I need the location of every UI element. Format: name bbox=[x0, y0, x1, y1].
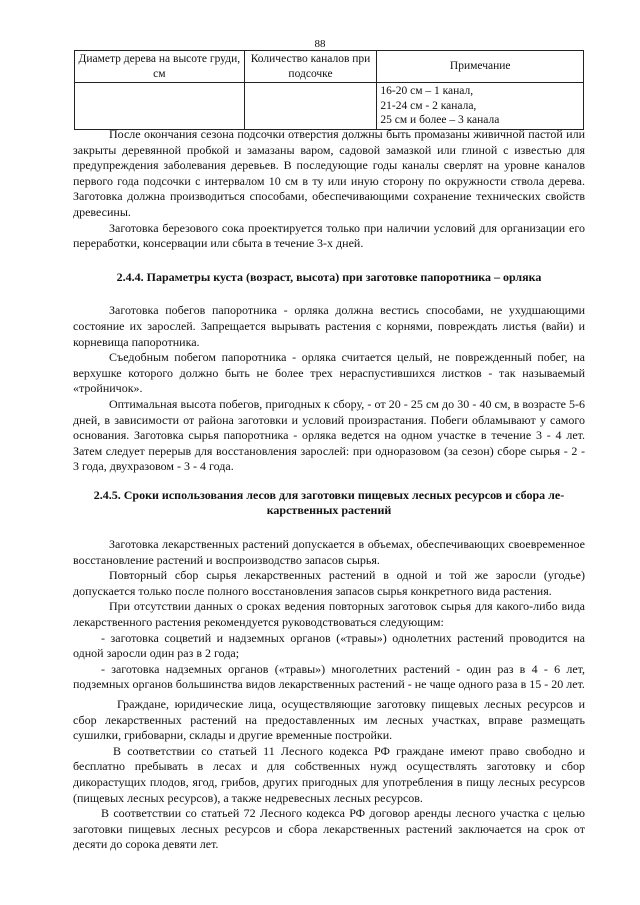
note-line: 16-20 см – 1 канал, bbox=[380, 85, 474, 97]
document-body bbox=[73, 127, 585, 853]
paragraph: При отсутствии данных о сроках ведения повторных заготовок сырья для какого-либо вида лекарственного растения рекомендуется руководствоваться следующим: bbox=[73, 599, 585, 630]
table-cell-note bbox=[377, 83, 584, 130]
table-header-row bbox=[75, 51, 584, 83]
table-header-note: Примечание bbox=[377, 51, 584, 83]
heading-line: 2.4.5. Сроки использования лесов для заготовки пищевых лесных ресурсов и сбора ле- bbox=[93, 487, 565, 502]
paragraph: Съедобным побегом папоротника - орляка считается целый, не поврежденный побег, на верхушке которого должно быть не более трех нераспустившихся листков - так называемый «тройничок». bbox=[73, 350, 585, 396]
table-header-diameter: Диаметр дерева на высоте груди, см bbox=[75, 51, 245, 83]
paragraph: Повторный сбор сырья лекарственных растений в одной и той же заросли (угодье) допускается только после полного восстановления запасов сырья конкретного вида растения. bbox=[73, 568, 585, 598]
harvest-channels-table bbox=[74, 50, 584, 130]
paragraph: В соответствии со статьей 72 Лесного кодекса РФ договор аренды лесного участка с целью заготовки пищевых лесных ресурсов и сбора лекарственных растений заключается на срок от десяти до сорока девяти лет. bbox=[73, 806, 585, 852]
table-header-channels: Количество каналов при подсочке bbox=[244, 51, 377, 83]
note-line: 21-24 см - 2 канала, bbox=[380, 99, 477, 112]
paragraph: Заготовка побегов папоротника - орляка должна вестись способами, не ухудшающими состояние их зарослей. Запрещается вырывать растения с корнями, повреждать листья (вайи) и корневища папоротника. bbox=[73, 303, 585, 349]
list-item: - заготовка надземных органов («травы») многолетних растений - один раз в 4 - 6 лет, подземных органов большинства видов лекарственных растений - не чаще одного раза в 15 - 20 лет. bbox=[73, 661, 585, 692]
paragraph: Заготовка лекарственных растений допускается в объемах, обеспечивающих своевременное восстановление растений и воспроизводство запасов сырья. bbox=[73, 537, 585, 567]
paragraph: Оптимальная высота побегов, пригодных к сбору, - от 20 - 25 см до 30 - 40 см, в возрасте 5-6 дней, в зависимости от района заготовки и условий произрастания. Побеги обламывают у самого основания. Заготовка сырья папоротника - орляка ведется на одном участке в течение 3 - 4 лет. Затем следует перерыв для восстановления зарослей: при одноразовом (за сезон) сборе сырья - 2 - 3 года, двухразовом - 3 - 4 года. bbox=[73, 396, 585, 474]
paragraph: Граждане, юридические лица, осуществляющие заготовку пищевых лесных ресурсов и сбор лекарственных растений на предоставленных им лесных участках, вправе размещать сушилки, грибоварни, склады и другие временные постройки. bbox=[73, 697, 585, 743]
table-cell-empty bbox=[244, 83, 377, 130]
note-line: 25 см и более – 3 канала bbox=[380, 114, 500, 126]
paragraph: В соответствии со статьей 11 Лесного кодекса РФ граждане имеют право свободно и бесплатно пребывать в лесах и для собственных нужд осуществлять заготовку и сбор дикорастущих плодов, ягод, грибов, других пригодных для употребления в пищу лесных ресурсов (пищевых лесных ресурсов), а также недревесных лесных ресурсов. bbox=[73, 743, 585, 805]
paragraph: После окончания сезона подсочки отверстия должны быть промазаны живичной пастой или закрыты деревянной пробкой и замазаны варом, садовой замазкой или глиной с известью для предупреждения заболевания деревьев. В последующие годы каналы сверлят на уровне каналов первого года подсочки с интервалом 10 см в ту или иную сторону по окружности ствола дерева. Заготовка должна производиться способами, обеспечивающими сохранение технических свойств древесины. bbox=[73, 127, 585, 219]
heading-line: карственных растений bbox=[266, 503, 392, 518]
section-heading-2-4-5 bbox=[73, 488, 585, 519]
paragraph: Заготовка березового сока проектируется только при наличии условий для организации его переработки, консервации или сбыта в течение 3-х дней. bbox=[73, 220, 585, 251]
table-row bbox=[75, 83, 584, 130]
section-heading-2-4-4: 2.4.4. Параметры куста (возраст, высота) при заготовке папоротника – орляка bbox=[116, 269, 542, 284]
page-number: 88 bbox=[314, 38, 326, 50]
list-item: - заготовка соцветий и надземных органов («травы») однолетних растений проводится на одной заросли один раз в 2 года; bbox=[73, 630, 585, 661]
table-cell-empty bbox=[75, 83, 245, 130]
